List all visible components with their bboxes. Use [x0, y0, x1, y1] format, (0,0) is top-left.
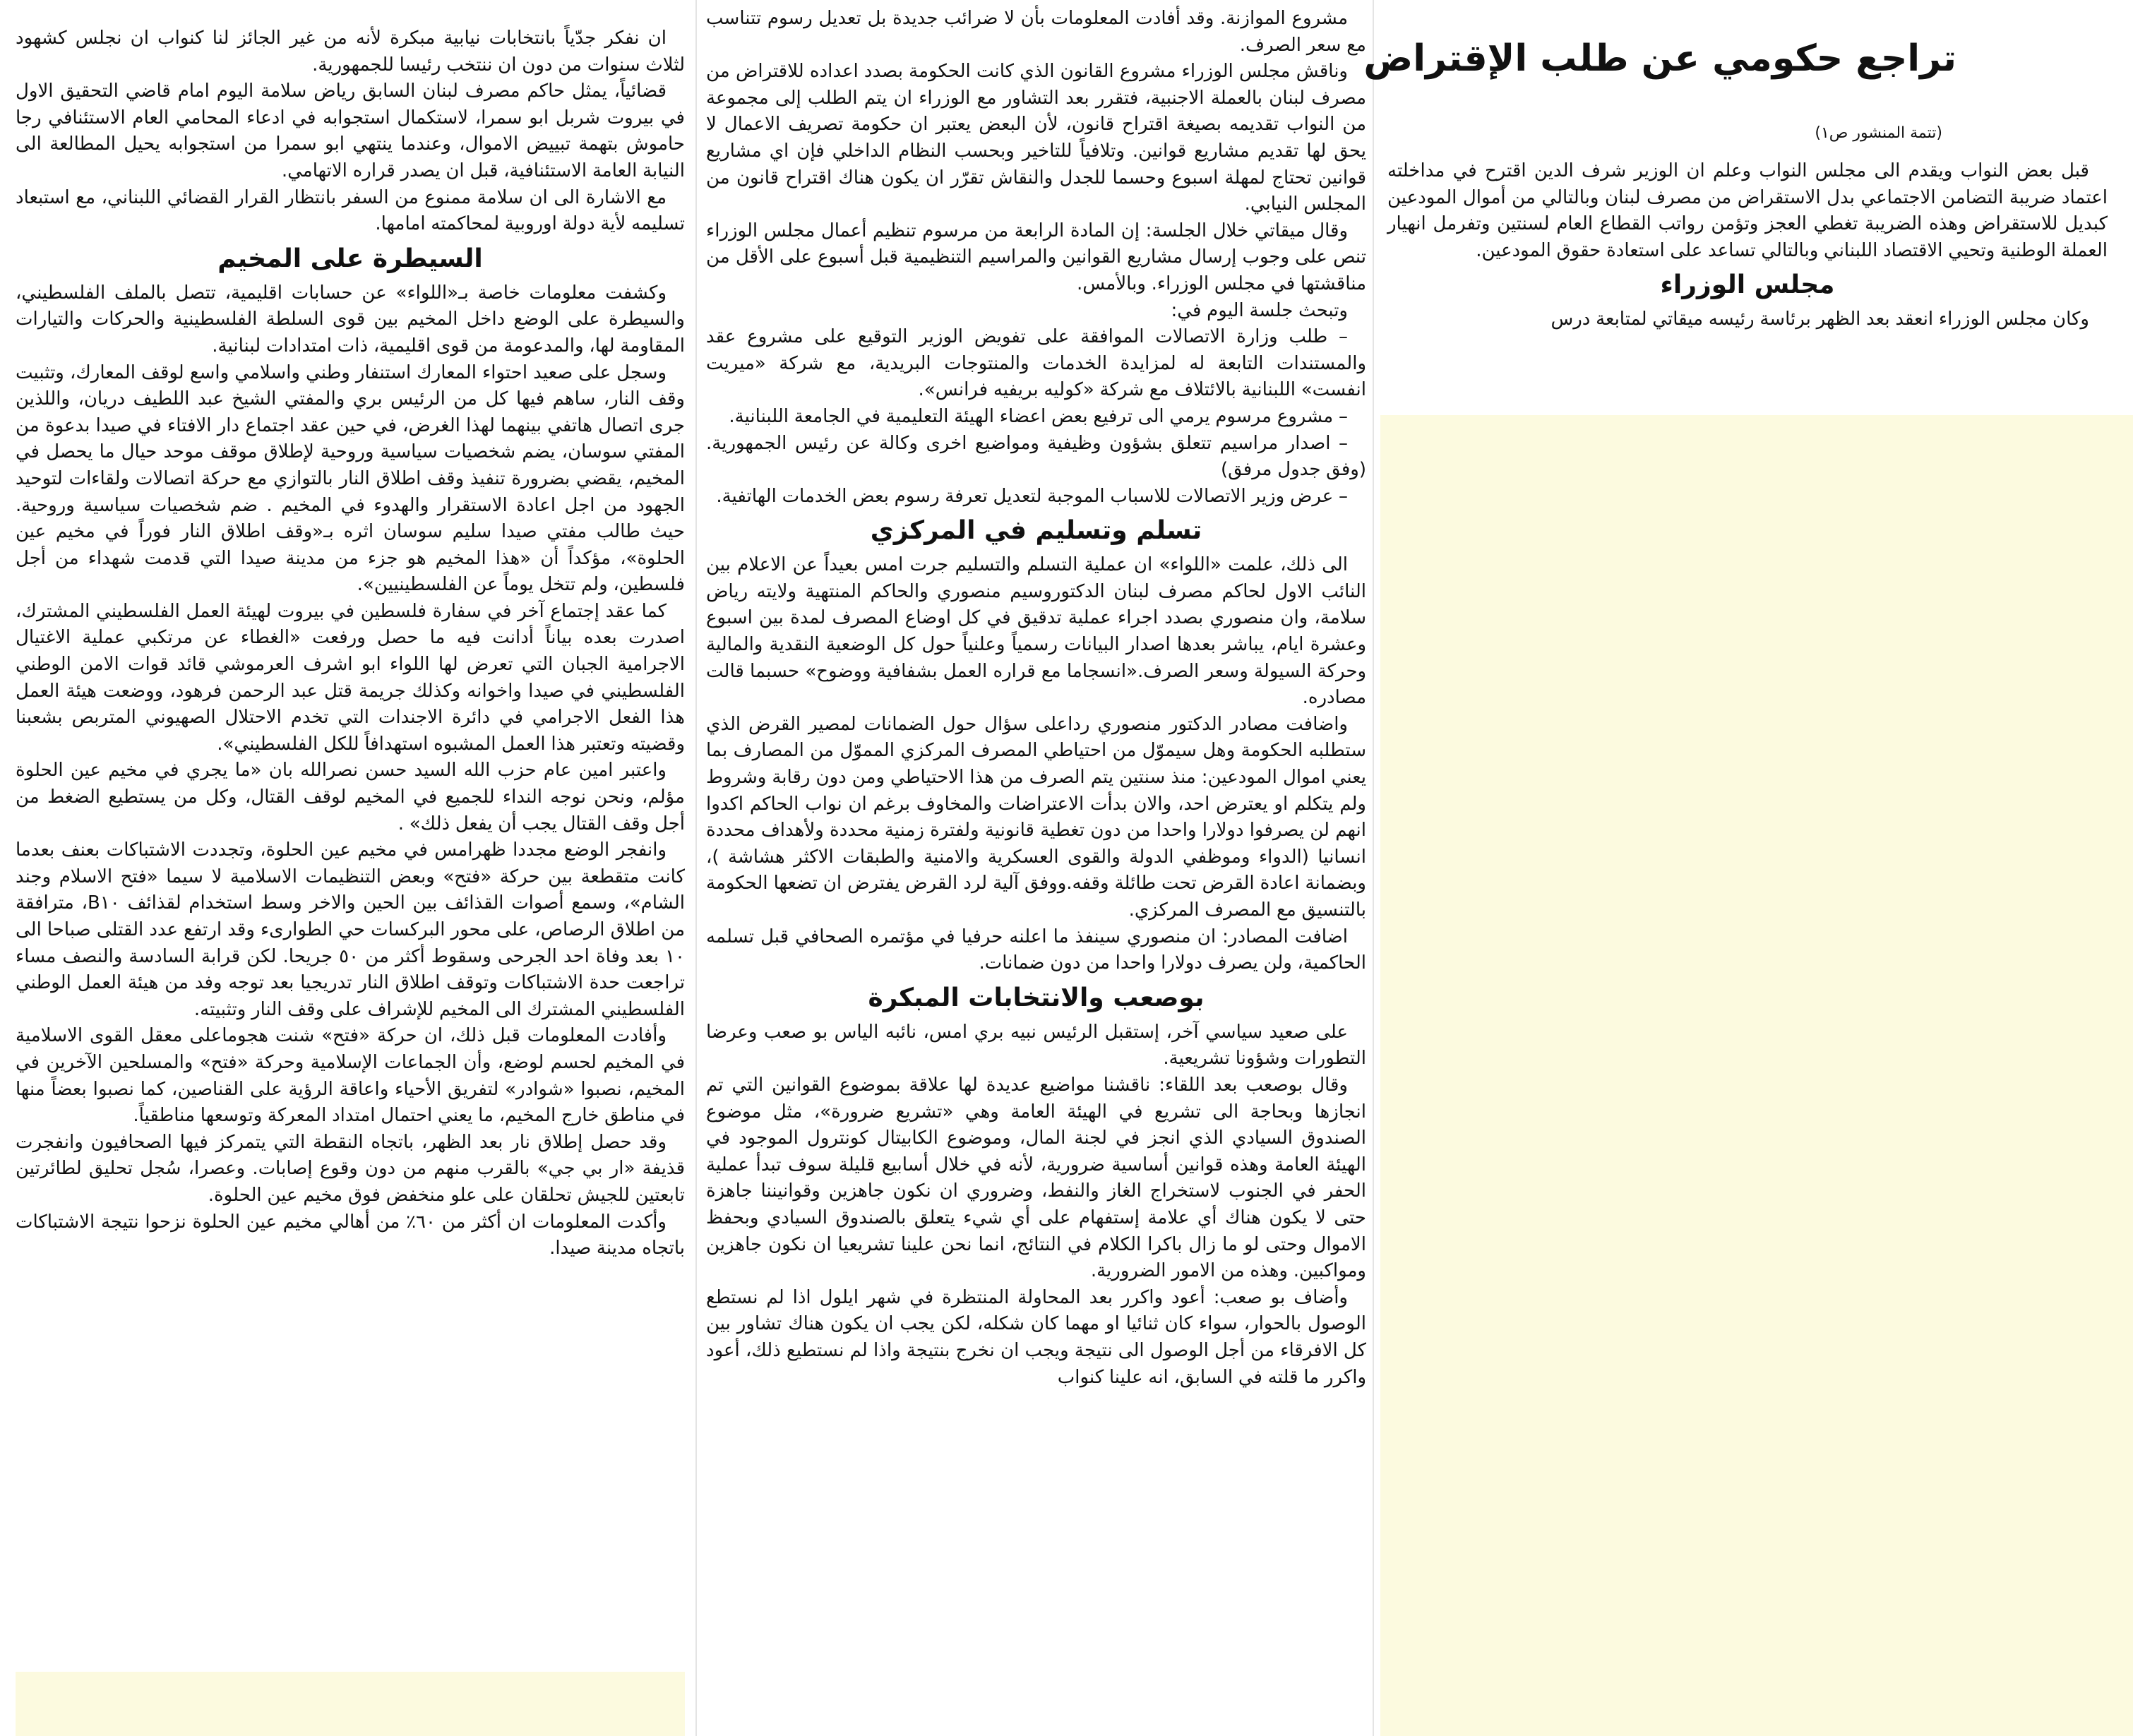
section-heading: بوصعب والانتخابات المبكرة [868, 983, 1205, 1012]
paragraph: وأكدت المعلومات ان أكثر من ٦٠٪ من أهالي مخيم عين الحلوة نزحوا نتيجة الاشتباكات باتجاه مدينة صيدا. [16, 1211, 685, 1259]
paragraph: مع الاشارة الى ان سلامة ممنوع من السفر بانتظار القرار القضائي اللبناني، مع استبعاد تسليمه لأية دولة اوروبية لمحاكمته امامها. [16, 186, 685, 235]
list-item: – عرض وزير الاتصالات للاسباب الموجبة لتعديل تعرفة رسوم بعض الخدمات الهاتفية. [716, 485, 1348, 507]
section-heading: مجلس الوزراء [1660, 270, 1835, 300]
section-heading: تسلم وتسليم في المركزي [870, 516, 1202, 546]
paragraph: واعتبر امين عام حزب الله السيد حسن نصرالله بان «ما يجري في مخيم عين الحلوة مؤلم، ونحن نوجه النداء للجميع في المخيم لوقف القتال، وكل من يستطيع الضغط من أجل وقف القتال يجب أن يفعل ذلك» . [16, 760, 685, 834]
paragraph: الى ذلك، علمت «اللواء» ان عملية التسلم والتسليم جرت امس بعيداً عن الاعلام بين النائب الاول لحاكم مصرف لبنان الدكتوروسيم منصوري والحاكم المنتهية ولايته رياض سلامة، وان منصوري بصدد اجراء عملية تدقيق في كل اوضاع المصرف لمدة بين اسبوع وعشرة ايام، يباشر بعدها اصدار البيانات رسمياً وعلنياً حول كل الوضعية النقدية والمالية وحركة السيولة وسعر الصرف.«انسجاما مع قراره العمل بشفافية ووضوح» حسبما قالت مصادره. [706, 554, 1366, 709]
article-column-right [1363, 0, 2133, 1736]
list-item: – مشروع مرسوم يرمي الى ترفيع بعض اعضاء الهيئة التعليمية في الجامعة اللبنانية. [729, 405, 1348, 427]
column-divider [695, 0, 697, 1736]
paragraph: اضافت المصادر: ان منصوري سينفذ ما اعلنه حرفيا في مؤتمره الصحافي قبل تسلمه الحاكمية، ولن يصرف دولارا واحدا من دون ضمانات. [706, 926, 1366, 974]
paragraph: وقال بوصعب بعد اللقاء: ناقشنا مواضيع عديدة لها علاقة بموضوع القوانين التي تم انجازها وبحاجة الى تشريع في الهيئة العامة وهي «تشريع ضرورة»، مثل موضوع الصندوق السيادي الذي انجز في لجنة المال، وموضوع الكابيتال كونترول الموجود في الهيئة العامة وهذه قوانين أساسية ضرورية، لأنه في خلال أسابيع قليلة سوف تبدأ عملية الحفر في الجنوب لاستخراج الغاز والنفط، وضروري ان نكون جاهزين وقوانيننا جاهزة حتى لا يكون هناك أي علامة إستفهام على أي شيء يتعلق بالصندوق السيادي وبحفظ الاموال وحتى لو ما زال باكرا الكلام في النتائج، انما نحن علينا تشريعيا ان نكون جاهزين ومواكبين. وهذه من الامور الضرورية. [706, 1074, 1366, 1282]
article-body [16, 25, 685, 1262]
paragraph: مشروع الموازنة. وقد أفادت المعلومات بأن لا ضرائب جديدة بل تعديل رسوم تتناسب مع سعر الصرف. [706, 8, 1366, 56]
list-item: – اصدار مراسيم تتعلق بشؤون وظيفية ومواضيع اخرى وكالة عن رئيس الجمهورية. (وفق جدول مرفق) [706, 432, 1366, 481]
paragraph: وقال ميقاتي خلال الجلسة: إن المادة الرابعة من مرسوم تنظيم أعمال مجلس الوزراء تنص على وجوب إرسال مشاريع القوانين والمراسيم التنظيمية قبل أسبوع على الأقل من مناقشتها في مجلس الوزراء. وبالأمس. [706, 220, 1366, 294]
paragraph: وناقش مجلس الوزراء مشروع القانون الذي كانت الحكومة بصدد اعداده للاقتراض من مصرف لبنان بالعملة الاجنبية، فتقرر بعد التشاور مع الوزراء ان يتم الطلب إلى مجموعة من النواب تقديمه بصيغة اقتراح قانون، لأن البعض يعتبر ان حكومة تصريف الاعمال لا يحق لها تقديم مشاريع قوانين. وتلافياً للتاخير وبحسب النظام الداخلي فإن اي مشاريع قوانين تحتاج لمهلة اسبوع وحسما للجدل والنقاش تقرّر ان يكون هناك اقتراح قانون من المجلس النيابي. [706, 61, 1366, 215]
paragraph: وقد حصل إطلاق نار بعد الظهر، باتجاه النقطة التي يتمركز فيها الصحافيون وانفجرت قذيفة «ار بي جي» بالقرب منهم من دون وقوع إصابات. وعصرا، سُجل تحليق لطائرتين تابعتين للجيش تحلقان على علو منخفض فوق مخيم عين الحلوة. [16, 1131, 685, 1206]
paragraph: على صعيد سياسي آخر، إستقبل الرئيس نبيه بري امس، نائبه الياس بو صعب وعرضا التطورات وشؤونا تشريعية. [706, 1021, 1366, 1070]
article-headline: تراجع حكومي عن طلب الإقتراض [1363, 37, 1956, 80]
article-body [706, 6, 1366, 1391]
paragraph: وتبحث جلسة اليوم في: [1171, 299, 1348, 321]
paragraph: وانفجر الوضع مجددا ظهرامس في مخيم عين الحلوة، وتجددت الاشتباكات بعنف بعدما كانت متقطعة بين حركة «فتح» وبعض التنظيمات الاسلامية لا سيما «فتح الاسلام وجند الشام»، وسمع أصوات القذائف بين الحين والاخر وسط استخدام لقذائف B١٠، مترافقة من اطلاق الرصاص، على محور البركسات حي الطوارىء وقد ارتفع عدد القتلى صباحا الى ١٠ بعد وفاة احد الجرحى وسقوط أكثر من ٥٠ جريحا. لكن قرابة السادسة والنصف مساء تراجعت حدة الاشتباكات وتوقف اطلاق النار تدريجيا بعد توجه وفد من هيئة العمل الوطني الفلسطيني المشترك الى المخيم للإشراف على وقف النار وتثبيته. [16, 839, 685, 1020]
list-item: – طلب وزارة الاتصالات الموافقة على تفويض الوزير التوقيع على مشروع عقد والمستندات التابعة له لمزايدة الخدمات والمنتوجات البريدية، مع شركة «ميريت انفست» اللبنانية بالائتلاف مع شركة «كوليه بريفيه فرانس». [706, 326, 1366, 401]
paragraph: واضافت مصادر الدكتور منصوري رداعلى سؤال حول الضمانات لمصير القرض الذي ستطلبه الحكومة وهل سيموّل من احتياطي المصرف المركزي المموّل من المصارف بما يعني اموال المودعين: منذ سنتين يتم الصرف من هذا الاحتياطي ومن دون رقابة وشروط ولم يتكلم او يعترض احد، والان بدأت الاعتراضات والمخاوف برغم ان نواب الحاكم اكدوا انهم لن يصرفوا دولارا واحدا من دون تغطية قانونية ولفترة زمنية محددة ولأهداف محددة انسانيا (الدواء وموظفي الدولة والقوى العسكرية والامنية والطبقات الاكثر هشاشة )، وبضمانة اعادة القرض تحت طائلة وقفه.ووفق آلية لرد القرض يفترض ان تضعها الحكومة بالتنسيق مع المصرف المركزي. [706, 713, 1366, 921]
article-body [1387, 158, 2108, 333]
paragraph: وسجل على صعيد احتواء المعارك استنفار وطني واسلامي واسع لوقف المعارك، وتثبيت وقف النار، ساهم فيها كل من الرئيس بري والمفتي الشيخ عبد اللطيف دريان، واللذين جرى اتصال هاتفي بينهما لهذا الغرض، في حين عقد اجتماع دار الافتاء في صيدا بدعوة من المفتي سوسان، يضم شخصيات سياسية وروحية لإطلاق موقف موحد حيال ما يحصل في المخيم، يقضي بضرورة تنفيذ وقف اطلاق النار بالتوازي مع حركة اتصالات ولقاءات لتوحيد الجهود من اجل اعادة الاستقرار والهدوء في المخيم . ضم شخصيات سياسية وروحية. حيث طالب مفتي صيدا سليم سوسان اثره بـ«وقف اطلاق النار فوراً في مخيم عين الحلوة»، مؤكداً أن «هذا المخيم هو جزء من مدينة صيدا التي قدمت شهداء من أجل فلسطين، ولم تتخل يوماً عن الفلسطينيين». [16, 361, 685, 596]
continuation-note: (تتمة المنشور ص١) [1815, 124, 1942, 142]
paragraph: قبل بعض النواب ويقدم الى مجلس النواب وعلم ان الوزير شرف الدين اقترح في مداخلته اعتماد ضريبة التضامن الاجتماعي بدل الاستقراض من مصرف لبنان وبالتالي من أموال المودعين كبديل للاستقراض وهذه الضريبة تغطي العجز وتؤمن رواتب القطاع العام لسنتين وتفرمل انهيار العملة الوطنية وتحيي الاقتصاد اللبناني وبالتالي تساعد على استعادة حقوق المودعين. [1387, 160, 2108, 261]
paragraph: ان نفكر جدّياً بانتخابات نيابية مبكرة لأنه من غير الجائز لنا كنواب ان نجلس كشهود لثلاث سنوات من دون ان ننتخب رئيسا للجمهورية. [16, 28, 685, 76]
section-heading: السيطرة على المخيم [217, 244, 483, 273]
paragraph: وأضاف بو صعب: أعود واكرر بعد المحاولة المنتظرة في شهر ايلول اذا لم نستطع الوصول بالحوار، سواء كان ثنائيا او مهما كان شكله، لكن يجب ان يكون هناك تشاور بين كل الافرقاء من أجل الوصول الى نتيجة ويجب ان نخرج بنتيجة واذا لم نستطيع ذلك، أعود واكرر ما قلته في السابق، انه علينا كنواب [706, 1286, 1366, 1388]
article-column-left [16, 0, 685, 1736]
paragraph: قضائياً، يمثل حاكم مصرف لبنان السابق رياض سلامة اليوم امام قاضي التحقيق الاول في بيروت شربل ابو سمرا، لاستكمال استجوابه في ادعاء المحامي العام الاستئنافي رجا حاموش بتهمة تبييض الاموال، وعندما ينتهي ابو سمرا من استجوابه يحيل المطالعة الى النيابة العامة الاستئنافية، قبل ان يصدر قراره الاتهامي. [16, 80, 685, 181]
paragraph: وكشفت معلومات خاصة بـ«اللواء» عن حسابات اقليمية، تتصل بالملف الفلسطيني، والسيطرة على الوضع داخل المخيم بين قوى السلطة الفلسطينية والحركات والتيارات المقاومة لها، والمدعومة من قوى اقليمية، ذات امتدادات لبنانية. [16, 282, 685, 357]
column-divider [1373, 0, 1374, 1736]
paragraph: وأفادت المعلومات قبل ذلك، ان حركة «فتح» شنت هجوماعلى معقل القوى الاسلامية في المخيم لحسم لوضع، وأن الجماعات الإسلامية وحركة «فتح» والمسلحين الآخرين في المخيم، نصبوا «شوادر» لتفريق الأحياء واعاقة الرؤية على القناصين، كما نصبوا بعضاً منها في مناطق خارج المخيم، ما يعني احتمال امتداد المعركة وتوسعها مناطقياً. [16, 1025, 685, 1127]
article-column-middle [706, 0, 1366, 1736]
paragraph: وكان مجلس الوزراء انعقد بعد الظهر برئاسة رئيسه ميقاتي لمتابعة درس [1551, 309, 2089, 330]
paragraph: كما عقد إجتماع آخر في سفارة فلسطين في بيروت لهيئة العمل الفلسطيني المشترك، اصدرت بعده بياناً أدانت فيه ما حصل ورفعت «الغطاء عن مرتكبي عملية الاغتيال الاجرامية الجبان التي تعرض لها اللواء ابو اشرف العرموشي قائد قوات الامن الوطني الفلسطيني في صيدا واخوانه وكذلك جريمة قتل عبد الرحمن فرهود، ووضعت هيئة العمل هذا الفعل الاجرامي في دائرة الاجندات التي تخدم الاحتلال الصهيوني المتربص بشعبنا وقضيته وتعتبر هذا العمل المشبوه استهدافاً للكل الفلسطيني». [16, 600, 685, 755]
